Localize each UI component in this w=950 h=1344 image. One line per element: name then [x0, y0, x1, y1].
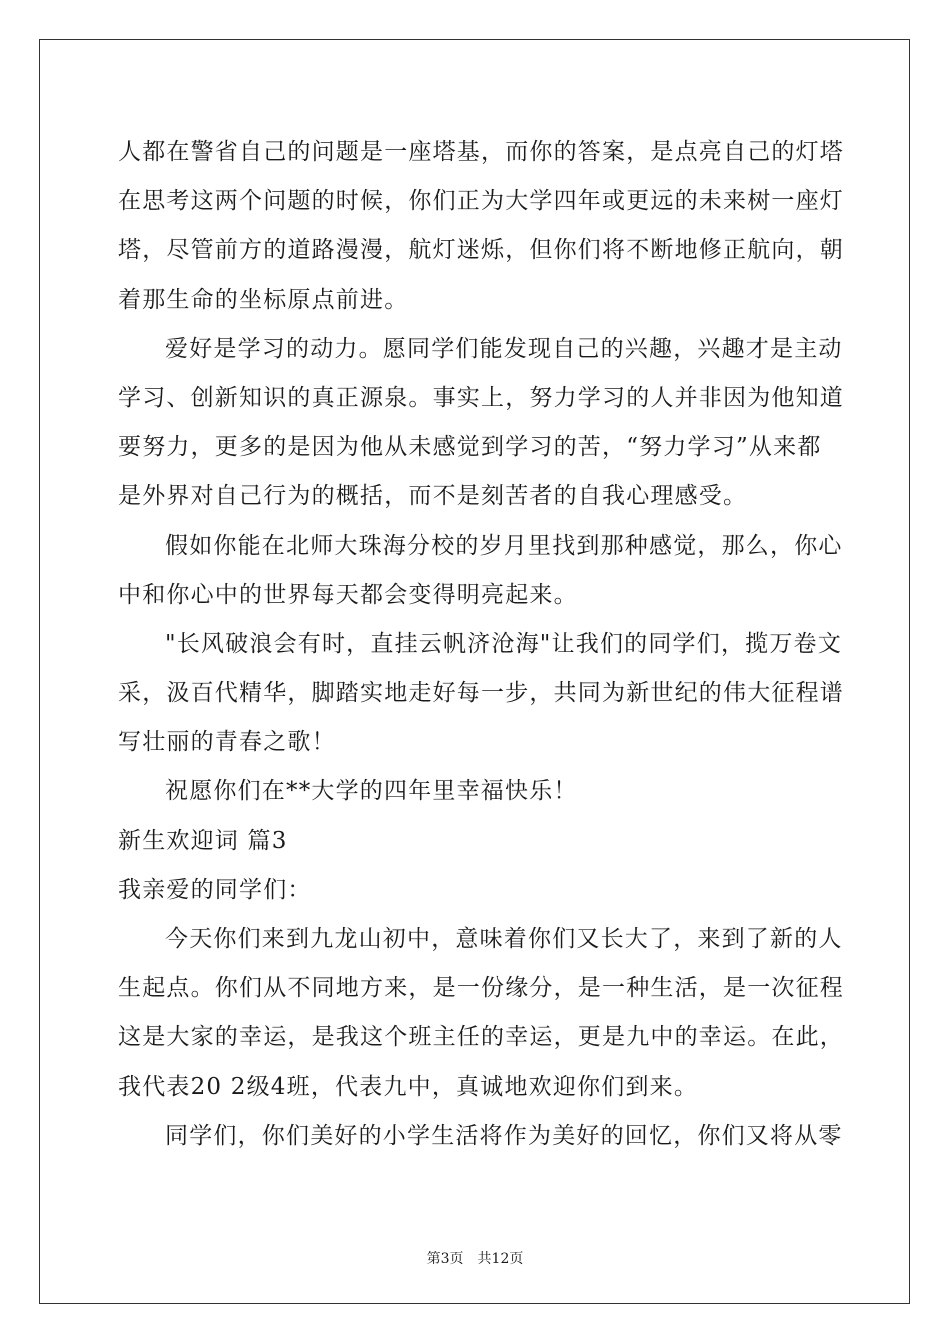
text-line: 假如你能在北师大珠海分校的岁月里找到那种感觉，那么，你心: [165, 532, 843, 559]
salutation: 我亲爱的同学们：: [118, 876, 312, 903]
text-line: 人都在警省自己的问题是一座塔基，而你的答案，是点亮自己的灯塔: [118, 139, 844, 165]
text-line: "长风破浪会有时，直挂云帆济沧海"让我们的同学们，揽万卷文: [165, 630, 842, 657]
text-line: 着那生命的坐标原点前进。: [118, 286, 409, 313]
text-line: 今天你们来到九龙山初中，意味着你们又长大了，来到了新的人: [165, 926, 843, 952]
text-line: 中和你心中的世界每天都会变得明亮起来。: [118, 581, 578, 608]
text-line: 爱好是学习的动力。愿同学们能发现自己的兴趣，兴趣才是主动: [165, 335, 843, 362]
text-line: 这是大家的幸运，是我这个班主任的幸运，更是九中的幸运。在此，: [118, 1024, 844, 1051]
document-body: [118, 128, 844, 1161]
text-line: 祝愿你们在**大学的四年里幸福快乐！: [165, 778, 578, 805]
text-line: 采，汲百代精华，脚踏实地走好每一步，共同为新世纪的伟大征程谱: [118, 680, 844, 707]
text-line: 塔，尽管前方的道路漫漫，航灯迷烁，但你们将不断地修正航向，朝: [118, 237, 844, 264]
text-line: 写壮丽的青春之歌！: [118, 729, 336, 756]
text-line: 生起点。你们从不同地方来，是一份缘分，是一种生活，是一次征程: [118, 975, 844, 1002]
section-heading: 新生欢迎词 篇3: [118, 827, 288, 854]
text-line: 学习、创新知识的真正源泉。事实上，努力学习的人并非因为他知道: [118, 384, 844, 411]
text-line: 要努力，更多的是因为他从未感觉到学习的苦，“努力学习”从来都: [118, 434, 822, 461]
text-line: 我代表20 2级4班，代表九中，真诚地欢迎你们到来。: [118, 1073, 699, 1100]
text-line: 同学们，你们美好的小学生活将作为美好的回忆，你们又将从零: [165, 1122, 843, 1149]
text-line: 在思考这两个问题的时候，你们正为大学四年或更远的未来树一座灯: [118, 188, 844, 215]
page-number: 第3页 共12页: [426, 1251, 524, 1267]
text-line: 是外界对自己行为的概括，而不是刻苦者的自我心理感受。: [118, 483, 748, 510]
